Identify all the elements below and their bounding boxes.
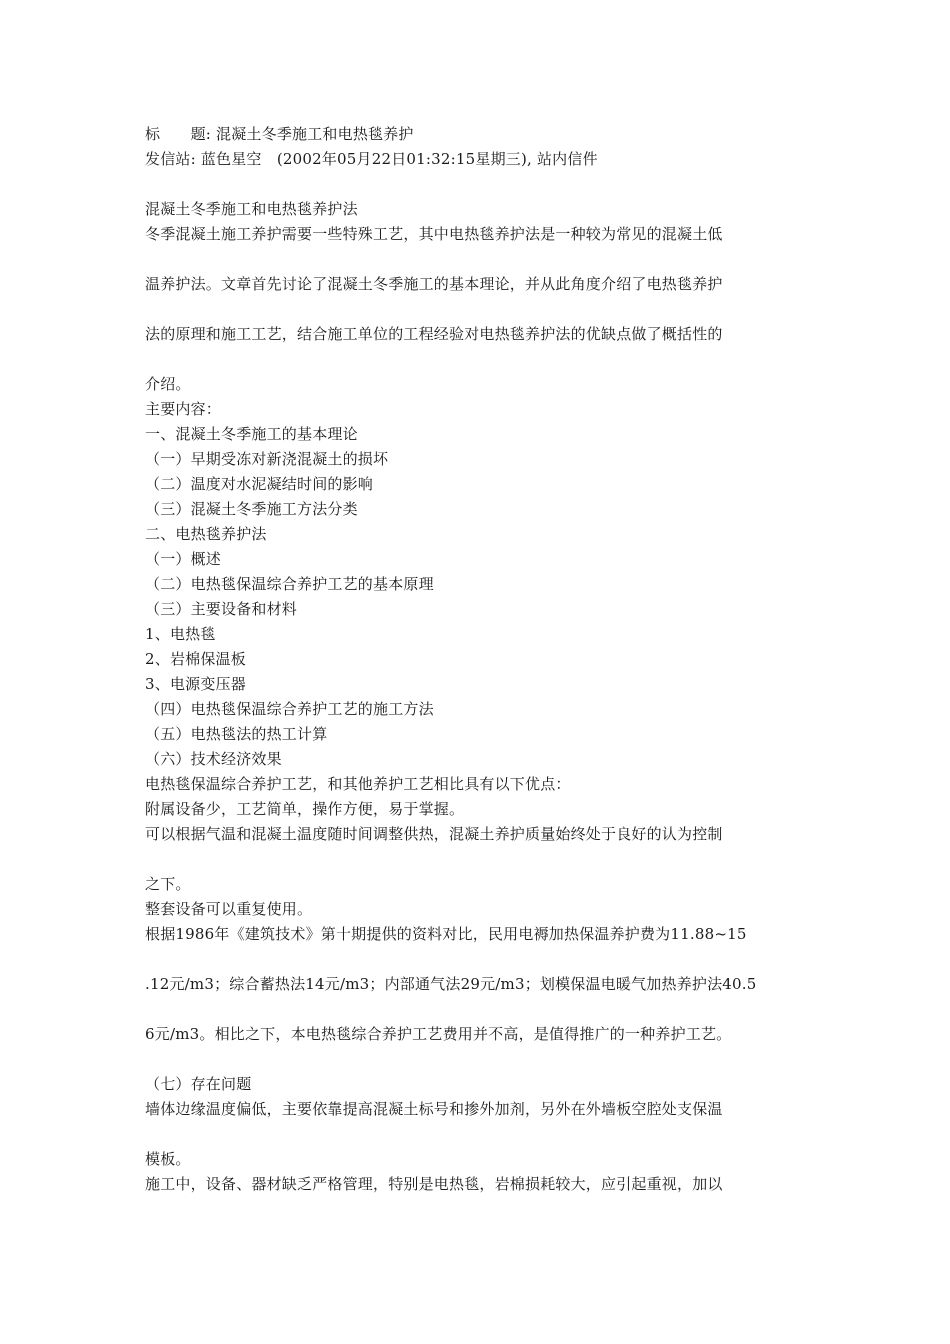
advantages-line: 根据1986年《建筑技术》第十期提供的资料对比，民用电褥加热保温养护费为11.88~15 [145, 925, 747, 943]
problems-line: 施工中，设备、器材缺乏严格管理，特别是电热毯，岩棉损耗较大，应引起重视，加以 [145, 1175, 723, 1193]
intro-line: 温养护法。文章首先讨论了混凝土冬季施工的基本理论，并从此角度介绍了电热毯养护 [145, 275, 723, 293]
outline-item: 3、电源变压器 [145, 675, 246, 693]
problems-line: 墙体边缘温度偏低，主要依靠提高混凝土标号和掺外加剂，另外在外墙板空腔处支保温 [145, 1100, 723, 1118]
outline-item: （四）电热毯保温综合养护工艺的施工方法 [145, 700, 434, 718]
outline-item: 1、电热毯 [145, 625, 216, 643]
outline-item: （五）电热毯法的热工计算 [145, 725, 328, 743]
advantages-line: 电热毯保温综合养护工艺，和其他养护工艺相比具有以下优点： [145, 775, 571, 793]
article-heading: 混凝土冬季施工和电热毯养护法 [145, 200, 358, 218]
outline-item: 一、混凝土冬季施工的基本理论 [145, 425, 358, 443]
advantages-line: 附属设备少，工艺简单，操作方便，易于掌握。 [145, 800, 465, 818]
outline-item: （二）温度对水泥凝结时间的影响 [145, 475, 374, 493]
advantages-line: .12元/m3；综合蓄热法14元/m3；内部通气法29元/m3；划模保温电暖气加热养护法40.5 [145, 975, 757, 993]
header-from-line: 发信站: 蓝色星空 (2002年05月22日01:32:15星期三), 站内信件 [145, 150, 598, 168]
outline-item: 2、岩棉保温板 [145, 650, 246, 668]
intro-line: 介绍。 [145, 375, 191, 393]
intro-line: 冬季混凝土施工养护需要一些特殊工艺，其中电热毯养护法是一种较为常见的混凝土低 [145, 225, 723, 243]
problems-line: 模板。 [145, 1150, 191, 1168]
outline-item: （二）电热毯保温综合养护工艺的基本原理 [145, 575, 434, 593]
outline-item: （一）早期受冻对新浇混凝土的损坏 [145, 450, 389, 468]
outline-label: 主要内容： [145, 400, 222, 418]
advantages-line: 整套设备可以重复使用。 [145, 900, 313, 918]
outline-item: （三）主要设备和材料 [145, 600, 298, 618]
outline-item: （三）混凝土冬季施工方法分类 [145, 500, 358, 518]
advantages-line: 可以根据气温和混凝土温度随时间调整供热，混凝土养护质量始终处于良好的认为控制 [145, 825, 723, 843]
advantages-line: 之下。 [145, 875, 191, 893]
outline-item: 二、电热毯养护法 [145, 525, 267, 543]
intro-line: 法的原理和施工工艺，结合施工单位的工程经验对电热毯养护法的优缺点做了概括性的 [145, 325, 723, 343]
outline-item: （六）技术经济效果 [145, 750, 282, 768]
outline-item: （一）概述 [145, 550, 222, 568]
advantages-line: 6元/m3。相比之下，本电热毯综合养护工艺费用并不高，是值得推广的一种养护工艺。 [145, 1025, 732, 1043]
problems-heading: （七）存在问题 [145, 1075, 252, 1093]
header-title-line: 标 题: 混凝土冬季施工和电热毯养护 [145, 125, 414, 143]
